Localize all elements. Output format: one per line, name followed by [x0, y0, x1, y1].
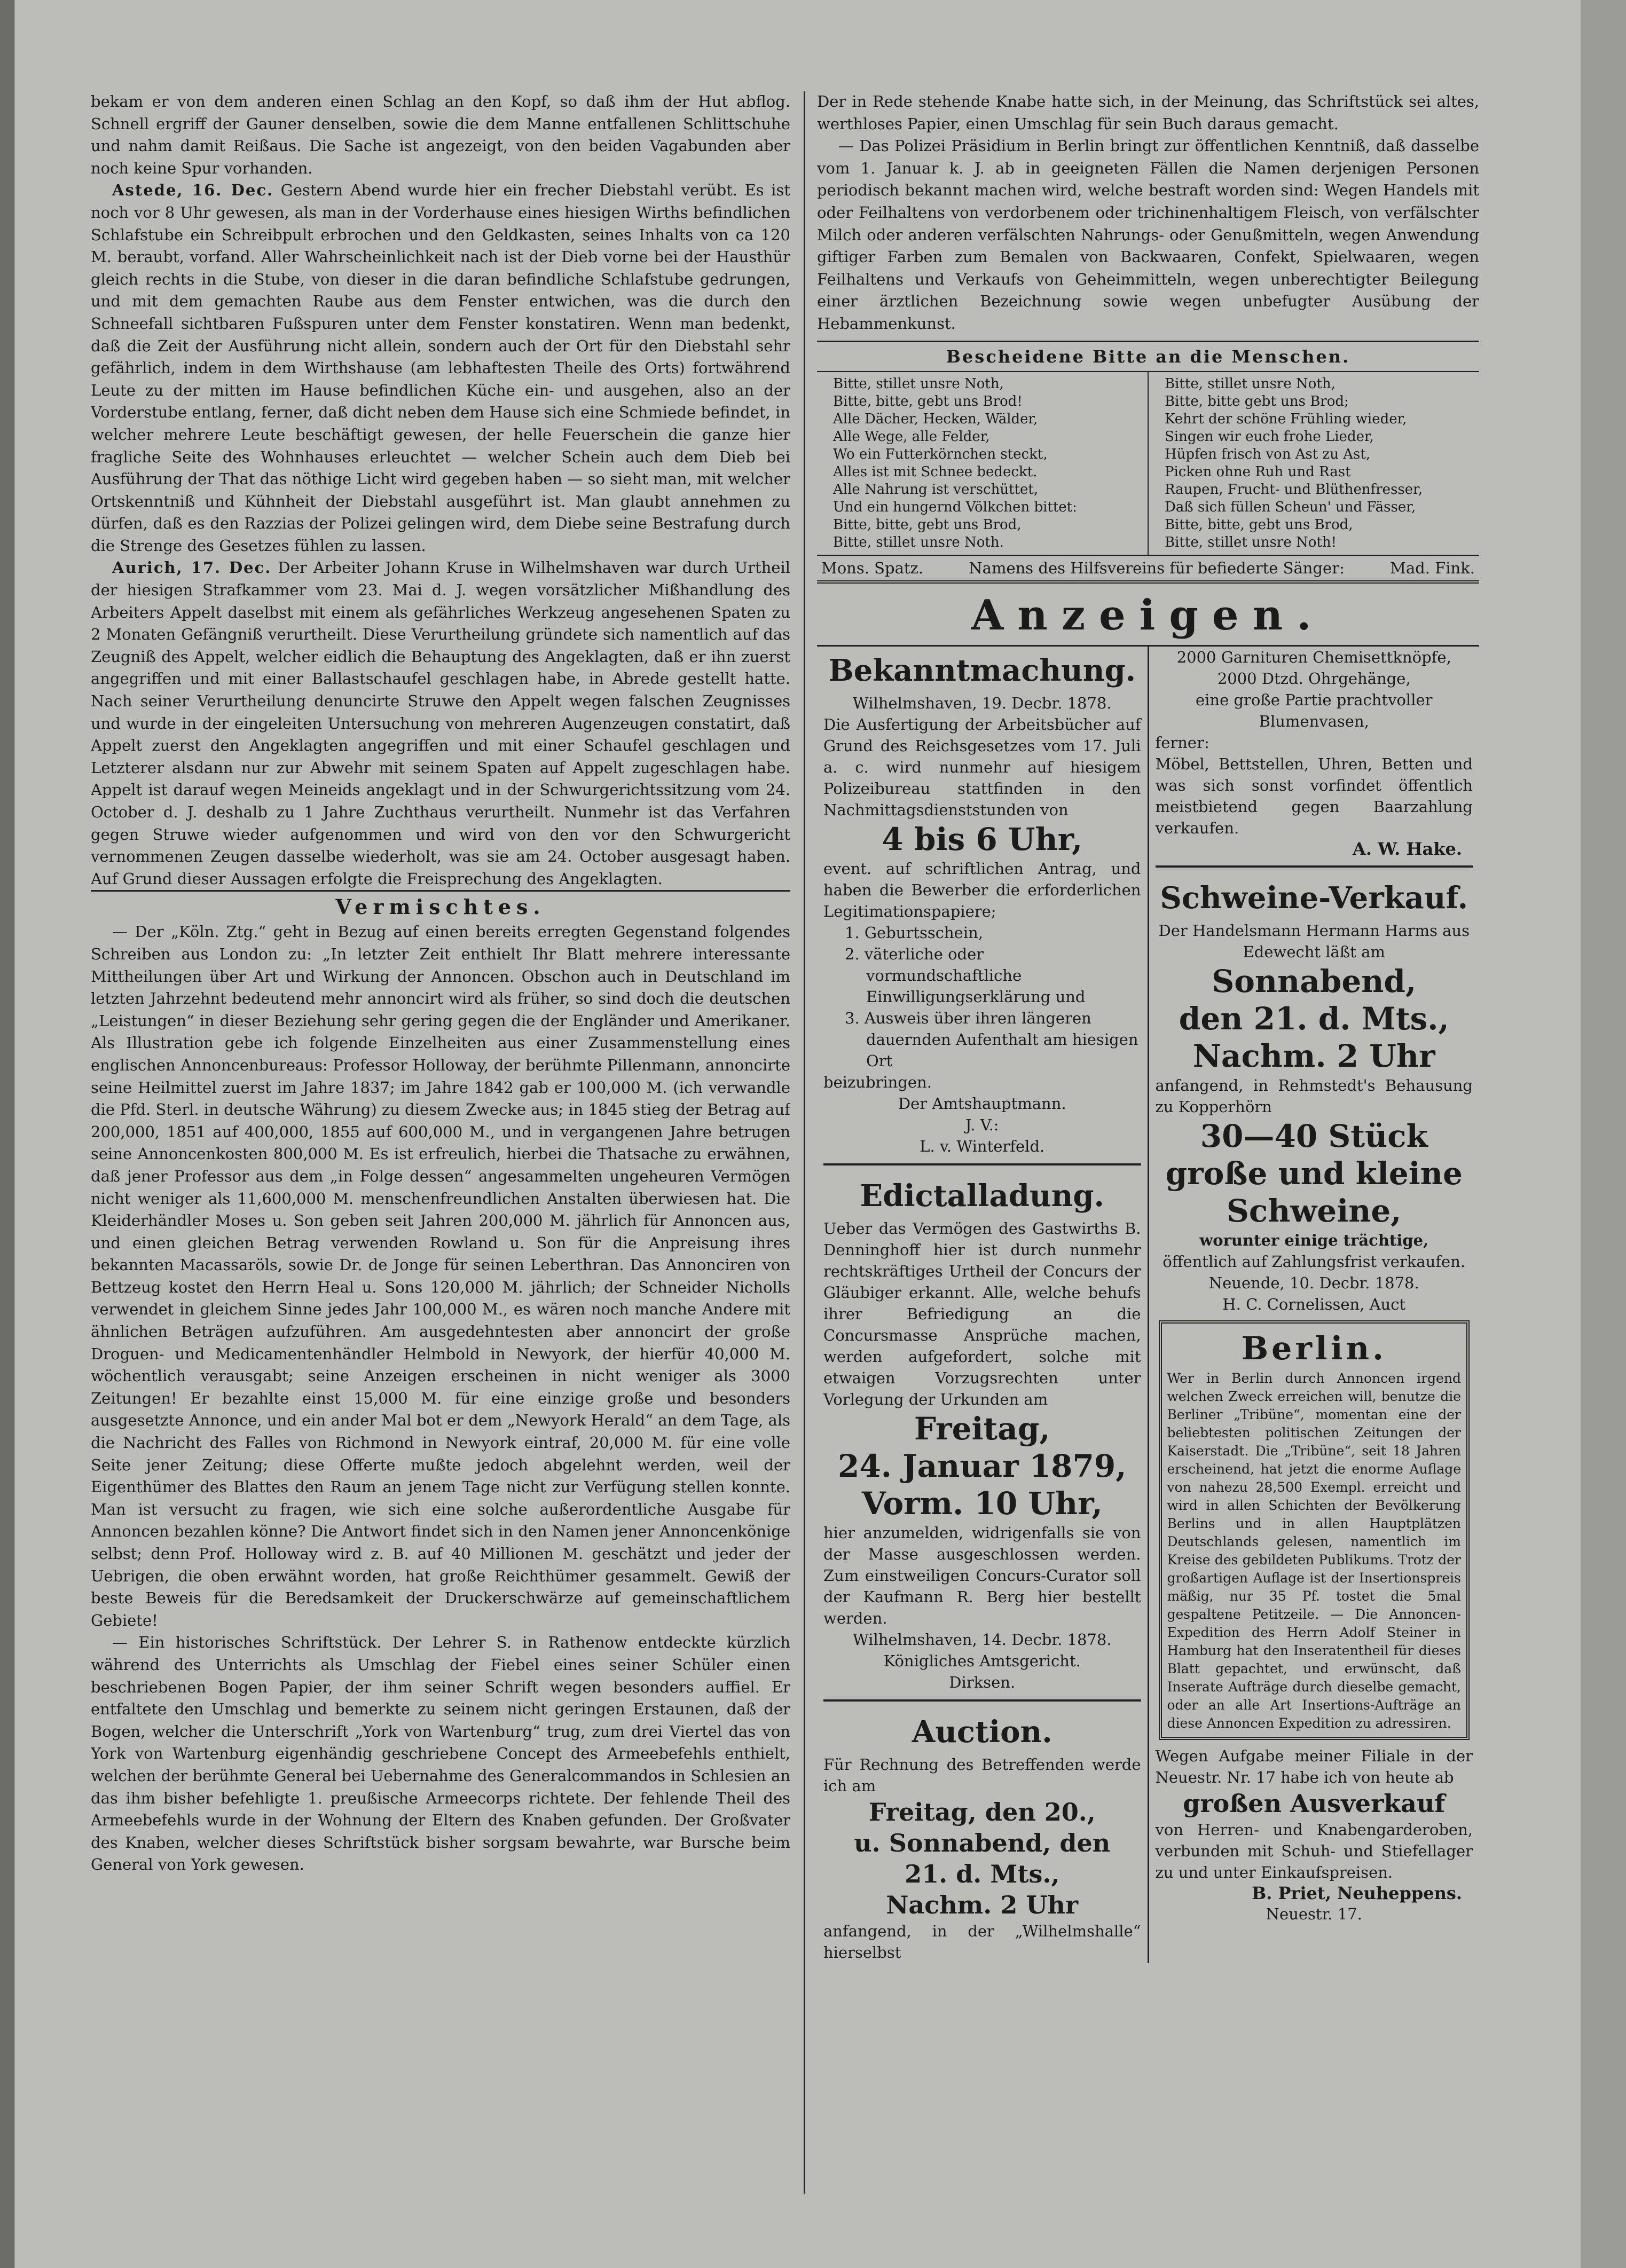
ad-filiale-addr: Neuestr. 17.: [1266, 1904, 1362, 1923]
poem-line: Raupen, Frucht- und Blüthenfresser,: [1165, 481, 1423, 498]
ad-auction-time: Nachm. 2 Uhr: [886, 1890, 1079, 1919]
ad-auction-title: Auction.: [912, 1714, 1052, 1750]
page-edge-left: [0, 0, 14, 2268]
ad-auction-date2: u. Sonnabend, den: [854, 1828, 1111, 1857]
list-item: 2. väterliche oder vormundschaftliche Einwilligungserklärung und: [845, 944, 1086, 1006]
ad-edict-text: Ueber das Vermögen des Gastwirths B. Denninghoff hier ist durch nunmehr rechtskräftiges Urtheil der Concurs der Gläubiger erkannt. Alle, welche behufs ihrer Befriedigung an die Concursmasse Ansprüche machen, werden aufgefordert, solche mit etwaigen Vorzugsrechten unter Vorlegung der Urkunden am: [823, 1219, 1141, 1408]
ad-items-line: eine große Partie prachtvoller Blumenvasen,: [1195, 690, 1433, 730]
ad-auction-date3: 21. d. Mts.,: [905, 1859, 1060, 1888]
poem-line: Bitte, bitte, gebt uns Brod,: [1165, 516, 1353, 533]
ad-berlin-box: [1159, 1320, 1470, 1740]
column-left: [91, 91, 790, 2194]
ad-schweine-sign: H. C. Cornelissen, Auct: [1222, 1295, 1406, 1313]
poem-signer-right: Mad. Fink.: [1390, 558, 1475, 577]
poem-title: Bescheidene Bitte an die Menschen.: [817, 341, 1479, 372]
ad-bekanntmachung-sign2: J. V.:: [965, 1115, 999, 1134]
ad-edict-day: Freitag,: [914, 1410, 1050, 1447]
page-edge-right: [1581, 0, 1626, 2268]
ad-schweine-text3: öffentlich auf Zahlungsfrist verkaufen.: [1162, 1252, 1466, 1271]
section-heading-vermischtes: Vermischtes.: [91, 890, 790, 921]
list-item: 1. Geburtsschein,: [845, 923, 983, 942]
ads-left-column: [817, 647, 1148, 1963]
ad-bekanntmachung-date: Wilhelmshaven, 19. Decbr. 1878.: [852, 694, 1112, 712]
poem-line: Bitte, bitte, gebt uns Brod,: [833, 516, 1022, 533]
ad-divider: [823, 1163, 1141, 1166]
ad-schweine-date: den 21. d. Mts.,: [1179, 1000, 1449, 1037]
poem-line: Bitte, bitte gebt uns Brod;: [1165, 393, 1349, 410]
ad-schweine-text2: anfangend, in Rehmstedt's Behausung zu Kopperhörn: [1155, 1076, 1473, 1116]
column-divider: [804, 91, 805, 2194]
ad-bekanntmachung-text: Die Ausfertigung der Arbeitsbücher auf Grund des Reichsgesetzes vom 17. Juli a. c. wird nunmehr auf hiesigem Polizeibureau stattfinden in den Nachmittagsdienststunden von: [823, 715, 1141, 819]
ad-schweine-day: Sonnabend,: [1212, 963, 1417, 999]
article-continuation: bekam er von dem anderen einen Schlag an den Kopf, so daß ihm der Hut abflog. Schnell ergriff der Gauner denselben, sowie die dem Manne entfallenen Schlittschuhe und nahm damit Reißaus. Die Sache ist angezeigt, von den beiden Vagabunden aber noch keine Spur vorhanden.: [91, 92, 790, 177]
article-annoncen: — Der „Köln. Ztg.“ geht in Bezug auf einen bereits erregten Gegenstand folgendes Schreiben aus London zu: „In letzter Zeit enthielt Ihr Blatt mehrere interessante Mittheilungen über Art und Wirkung der Annoncen. Obschon auch in Deutschland im letzten Jahrzehnt bedeutend mehr annoncirt wird als früher, so sind doch die deutschen „Leistungen“ in dieser Beziehung sehr gering gegen die der Engländer und Amerikaner. Als Illustration gebe ich folgende Einzelheiten aus einer Zusammenstellung eines englischen Annoncenbureaus: Professor Holloway, der berühmte Pillenmann, annoncirte seine Heilmittel zuerst im Jahre 1837; im Jahre 1842 gab er 100,000 M. (ich verwandle die Pfd. Sterl. in deutsche Währung) zu diesem Zwecke aus; in 1845 stieg der Betrag auf 200,000, 1851 auf 400,000, 1855 auf 600,000 M., und in vergangenen Jahre betrugen seine Annoncenkosten 800,000 M. Es ist erfreulich, hierbei die Thatsache zu erwähnen, daß jener Professor aus dem „in Folge dessen“ angesammelten ungeheuren Vermögen nicht weniger als 11,600,000 M. menschenfreundlichen Anstalten überwiesen hat. Die Kleiderhändler Moses u. Son geben seit Jahren 200,000 M. jährlich für Annoncen aus, und einen gleichen Betrag verwenden Rowland u. Son für die Anpreisung ihres bekannten Macassaröls, sowie Dr. de Jonge für seinen Leberthran. Das Annonciren von Bettzeug kostet den Herrn Heal u. Sons 120,000 M. jährlich; der Schneider Nicholls verwendet in gleichem Sinne jedes Jahr 100,000 M., es wären noch manche Andere mit ähnlichen Beträgen aufzuführen. Am ausgedehntesten aber annoncirt der große Droguen- und Medicamentenhändler Helmbold in Newyork, der hierfür 40,000 M. wöchentlich verausgabt; seine Anzeigen erscheinen in nicht weniger als 3000 Zeitungen! Er bezahlte einst 15,000 M. für eine einzige große und besonders ausgesetzte Annonce, und ein ander Mal bot er dem „Newyork Herald“ an dem Tage, als die Nachricht des Falles von Richmond in Newyork eintraf, 20,000 M. für eine volle Seite jener Zeitung; diese Offerte mußte jedoch abgelehnt werden, weil der Eigenthümer des Blattes den Raum an jenem Tage nicht zur Verfügung stellen konnte. Man ist versucht zu fragen, wie sich eine solche außerordentliche Ausgabe für Annoncen bezahlen könne? Die Antwort findet sich in den Namen jener Annoncenkönige selbst; denn Prof. Holloway wird z. B. auf 40 Millionen M. geschätzt und jeder der Uebrigen, die oben erwähnt worden, hat große Reichthümer gesammelt. Gewiß der beste Beweis für die Beredsamkeit der Druckerschwärze auf gemeinschaftlichem Gebiete!: [91, 923, 790, 1629]
ad-filiale-big: großen Ausverkauf: [1183, 1789, 1446, 1818]
article-schriftstueck-end: Der in Rede stehende Knabe hatte sich, in der Meinung, das Schriftstück sei altes, werthloses Papier, einen Umschlag für sein Buch daraus gemacht.: [817, 92, 1479, 133]
ad-bekanntmachung-sign3: L. v. Winterfeld.: [920, 1137, 1045, 1155]
ad-edict-time: Vorm. 10 Uhr,: [861, 1485, 1103, 1522]
column-right: [817, 91, 1479, 2194]
poem-left-column: [817, 372, 1148, 555]
ad-schweine-place: Neuende, 10. Decbr. 1878.: [1208, 1273, 1419, 1292]
poem-signer-left: Mons. Spatz.: [821, 558, 924, 577]
ad-schweine-count: 30—40 Stück: [1200, 1117, 1428, 1154]
poem-line: Wo ein Futterkörnchen steckt,: [833, 446, 1048, 462]
ad-bekanntmachung-title: Bekanntmachung.: [828, 652, 1136, 688]
ad-edict-sign: Dirksen.: [949, 1673, 1016, 1691]
ad-bekanntmachung-list: [823, 922, 1141, 1072]
poem-line: Picken ohne Ruh und Rast: [1165, 463, 1351, 480]
poem-line: Singen wir euch frohe Lieder,: [1165, 428, 1374, 445]
dateline-astede: Astede, 16. Dec.: [112, 181, 274, 200]
ad-schweine-title: Schweine-Verkauf.: [1160, 880, 1468, 916]
ad-schweine-word: Schweine,: [1227, 1192, 1402, 1229]
ad-bekanntmachung-hours: 4 bis 6 Uhr,: [882, 821, 1083, 857]
poem-body: [817, 372, 1479, 556]
ad-auction-date1: Freitag, den 20.,: [868, 1797, 1096, 1826]
poem-line: Bitte, stillet unsre Noth!: [1165, 534, 1337, 550]
poem-line: Bitte, bitte, gebt uns Brod!: [833, 393, 1023, 410]
ads-area: [817, 647, 1479, 1963]
poem-line: Bitte, stillet unsre Noth,: [833, 375, 1004, 392]
ad-filiale-sign: B. Priet, Neuheppens.: [1252, 1883, 1462, 1903]
ad-schweine-time: Nachm. 2 Uhr: [1192, 1037, 1435, 1074]
dateline-aurich: Aurich, 17. Dec.: [112, 558, 272, 577]
article-schriftstueck: — Ein historisches Schriftstück. Der Lehrer S. in Rathenow entdeckte kürzlich während des Unterrichts als Umschlag der Fiebel eines seiner Schüler einen beschriebenen Bogen Papier, der ihm seiner Schrift wegen besonders auffiel. Er entfaltete den Umschlag und bemerkte zu seinem nicht geringen Erstaunen, daß der Bogen, welcher die Unterschrift „York von Wartenburg“ trug, zum drei Viertel das von York von Wartenburg eigenhändig geschriebene Concept des Armeebefehls enthielt, welchen der berühmte General bei Uebernahme des Generalcommandos in Schlesien an das ihm bisher befehligte 1. preußische Armeecorps richtete. Der fehlende Theil des Armeebefehls wurde in der Wohnung der Eltern des Knaben gefunden. Der Großvater des Knaben, welcher dieses Schriftstück bisher sorgsam bewahrte, war Bursche beim General von York gewesen.: [91, 1633, 790, 1874]
poem-signature: [817, 556, 1479, 584]
poem-line: Alle Dächer, Hecken, Wälder,: [833, 411, 1038, 427]
poem-line: Kehrt der schöne Frühling wieder,: [1165, 411, 1407, 427]
ad-edict-court: Königliches Amtsgericht.: [883, 1651, 1081, 1670]
ad-edict-text2: hier anzumelden, widrigenfalls sie von der Masse ausgeschlossen werden. Zum einstweiligen Concurs-Curator soll der Kaufmann R. Berg hier bestellt werden.: [823, 1523, 1141, 1627]
poem-line: Hüpfen frisch von Ast zu Ast,: [1165, 446, 1371, 462]
poem-line: Daß sich füllen Scheun' und Fässer,: [1165, 499, 1416, 515]
article-aurich-text: Der Arbeiter Johann Kruse in Wilhelmshaven war durch Urtheil der hiesigen Strafkammer vom 23. Mai d. J. wegen vorsätzlicher Mißhandlung des Arbeiters Appelt daselbst mit einem als gefährliches Werkzeug angesehenen Spaten zu 2 Monaten Gefängniß verurtheilt. Diese Verurtheilung gründete sich namentlich auf das Zeugniß des Appelt, welcher eidlich die Behauptung des Angeklagten, daß er ihn zuerst angegriffen und mit einer Ballastschaufel geschlagen habe, in Abrede gestellt hatte. Nach seiner Verurtheilung denuncirte Struwe den Appelt wegen falschen Zeugnisses und wurde in der eingeleiten Untersuchung von mehreren Augenzeugen constatirt, daß Appelt zuerst den Angeklagten angegriffen und mit einer Schaufel geschlagen und Letzterer alsdann nur zur Abwehr mit seinem Spaten auf Appelt zugeschlagen habe. Appelt ist darauf wegen Meineids angeklagt und in der Schwurgerichtssitzung vom 24. October d. J. deshalb zu 1 Jahre Zuchthaus verurtheilt. Nunmehr ist das Verfahren gegen Struwe wieder aufgenommen und wird von den vor den Schwurgericht vernommenen Zeugen dasselbe wiederholt, was sie am 24. October ausgesagt haben. Auf Grund dieser Aussagen erfolgte die Freisprechung des Angeklagten.: [91, 558, 790, 888]
poem-line: Bitte, stillet unsre Noth.: [833, 534, 1004, 550]
ad-filiale-text2: von Herren- und Knabengarderoben, verbunden mit Schuh- und Stiefellager zu und unter Einkaufspreisen.: [1155, 1820, 1473, 1881]
ad-edict-date: 24. Januar 1879,: [838, 1447, 1127, 1484]
article-polizei: — Das Polizei Präsidium in Berlin bringt zur öffentlichen Kenntniß, daß dasselbe vom 1. Januar k. J. ab in geeigneten Fällen die Namen derjenigen Personen periodisch bekannt machen wird, welche bestraft worden sind: Wegen Handels mit oder Feilhaltens von verdorbenem oder trichinenhaltigem Fleisch, von verfälschter Milch oder anderen verfälschten Nahrungs- oder Genußmitteln, wegen Anwendung giftiger Farben zum Bemalen von Backwaaren, Confekt, Spielwaaren, wegen Feilhaltens und Verkaufs von Geheimmitteln, wegen unberechtigter Beilegung einer ärztlichen Bezeichnung sowie wegen unbefugter Ausübung der Hebammenkunst.: [817, 137, 1479, 333]
ad-items-sign: A. W. Hake.: [1353, 838, 1462, 859]
ad-divider: [823, 1699, 1141, 1702]
ad-items-line: 2000 Dtzd. Ohrgehänge,: [1217, 669, 1411, 688]
article-aurich: [91, 557, 790, 890]
poem-signer-mid: Namens des Hilfsvereins für befiederte Sänger:: [969, 558, 1345, 577]
anzeigen-heading: Anzeigen.: [817, 584, 1479, 647]
list-item: 3. Ausweis über ihren längeren dauernden Aufenthalt am hiesigen Ort: [845, 1009, 1138, 1070]
ad-bekanntmachung-text2: event. auf schriftlichen Antrag, und haben die Bewerber die erforderlichen Legitimationspapiere;: [823, 859, 1141, 920]
ad-items-ferner: ferner:: [1155, 733, 1209, 752]
ad-filiale-text: Wegen Aufgabe meiner Filiale in der Neuestr. Nr. 17 habe ich von heute ab: [1155, 1746, 1473, 1786]
ad-edict-place: Wilhelmshaven, 14. Decbr. 1878.: [852, 1630, 1112, 1649]
poem-line: Alle Wege, alle Felder,: [833, 428, 990, 445]
ad-items-text: Möbel, Bettstellen, Uhren, Betten und was sich sonst vorfindet öffentlich meistbietend gegen Baarzahlung verkaufen.: [1155, 754, 1473, 837]
ads-right-column: [1148, 647, 1480, 1963]
ad-divider: [1156, 865, 1473, 868]
ad-schweine-text: Der Handelsmann Hermann Harms aus Edewecht läßt am: [1158, 921, 1470, 961]
poem-right-column: [1148, 372, 1479, 555]
poem-line: Bitte, stillet unsre Noth,: [1165, 375, 1336, 392]
poem-line: Und ein hungernd Völkchen bittet:: [833, 499, 1077, 515]
poem-line: Alles ist mit Schnee bedeckt.: [833, 463, 1038, 480]
ad-schweine-kind: große und kleine: [1165, 1155, 1463, 1192]
ad-items-line: 2000 Garnituren Chemisettknöpfe,: [1176, 648, 1451, 666]
ad-auction-text2: anfangend, in der „Wilhelmshalle“ hierselbst: [823, 1922, 1141, 1962]
article-astede: [91, 179, 790, 557]
ad-auction-text: Für Rechnung des Betreffenden werde ich am: [823, 1755, 1141, 1795]
ad-berlin-title: Berlin.: [1241, 1329, 1387, 1367]
ad-bekanntmachung-text3: beizubringen.: [823, 1073, 932, 1091]
ad-schweine-sub: worunter einige trächtige,: [1199, 1231, 1429, 1249]
article-astede-text: Gestern Abend wurde hier ein frecher Diebstahl verübt. Es ist noch vor 8 Uhr gewesen, als man in der Vorderhause eines hiesigen Wirths befindlichen Schlafstube ein Schreibpult erbrochen und den Geldkasten, seines Inhalts von ca 120 M. beraubt, vorfand. Aller Wahrscheinlichkeit nach ist der Dieb vorne bei der Hausthür gleich rechts in die Stube, von dieser in die daran befindliche Schlafstube gedrungen, und mit dem gemachten Raube aus dem Fenster entwichen, was die durch den Schneefall sichtbaren Fußspuren unter dem Fenster konstatiren. Wenn man bedenkt, daß die Zeit der Ausführung nicht allein, sondern auch der Ort für den Diebstahl sehr gefährlich, indem in dem Wirthshause (am lebhaftesten Theile des Orts) fortwährend Leute zu der mitten im Hause befindlichen Küche ein- und ausgehen, also an der Vorderstube entlang, ferner, daß dicht neben dem Hause sich eine Schmiede befindet, in welcher mehrere Leute beschäftigt gewesen, der helle Feuerschein die ganze hier fragliche Seite des Wohnhauses erleuchtet — welcher Schein auch dem Dieb bei Ausführung der That das nöthige Licht wird gegeben haben — so sieht man, mit welcher Ortskenntniß und Kühnheit der Diebstahl ausgeführt ist. Man glaubt annehmen zu dürfen, daß es den Razzias der Polizei gelingen wird, dem Diebe seine Bestrafung durch die Strenge des Gesetzes fühlen zu lassen.: [91, 181, 790, 555]
ad-berlin-text: Wer in Berlin durch Annoncen irgend welchen Zweck erreichen will, benutze die Berliner „Tribüne“, momentan eine der beliebtesten politischen Zeitungen der Kaiserstadt. Die „Tribüne“, seit 18 Jahren erscheinend, hat jetzt die enorme Auflage von nahezu 28,500 Exempl. erreicht und wird in allen Schichten der Bevölkerung Berlins und in allen Hauptplätzen Deutschlands gelesen, namentlich im Kreise des gebildeten Publikums. Trotz der großartigen Auflage ist der Insertionspreis mäßig, nur 35 Pf. tostet die 5mal gespaltene Petitzeile. — Die Annoncen-Expedition des Herrn Adolf Steiner in Hamburg hat den Inseratentheil für dieses Blatt gepachtet, und erwünscht, daß Inserate Aufträge durch dieselbe gemacht, oder an alle Art Insertions-Aufträge an diese Annoncen Expedition zu adressiren.: [1167, 1370, 1461, 1731]
poem-line: Alle Nahrung ist verschüttet,: [833, 481, 1039, 498]
ad-edict-title: Edictalladung.: [860, 1178, 1104, 1214]
ad-bekanntmachung-sign1: Der Amtshauptmann.: [898, 1094, 1066, 1113]
